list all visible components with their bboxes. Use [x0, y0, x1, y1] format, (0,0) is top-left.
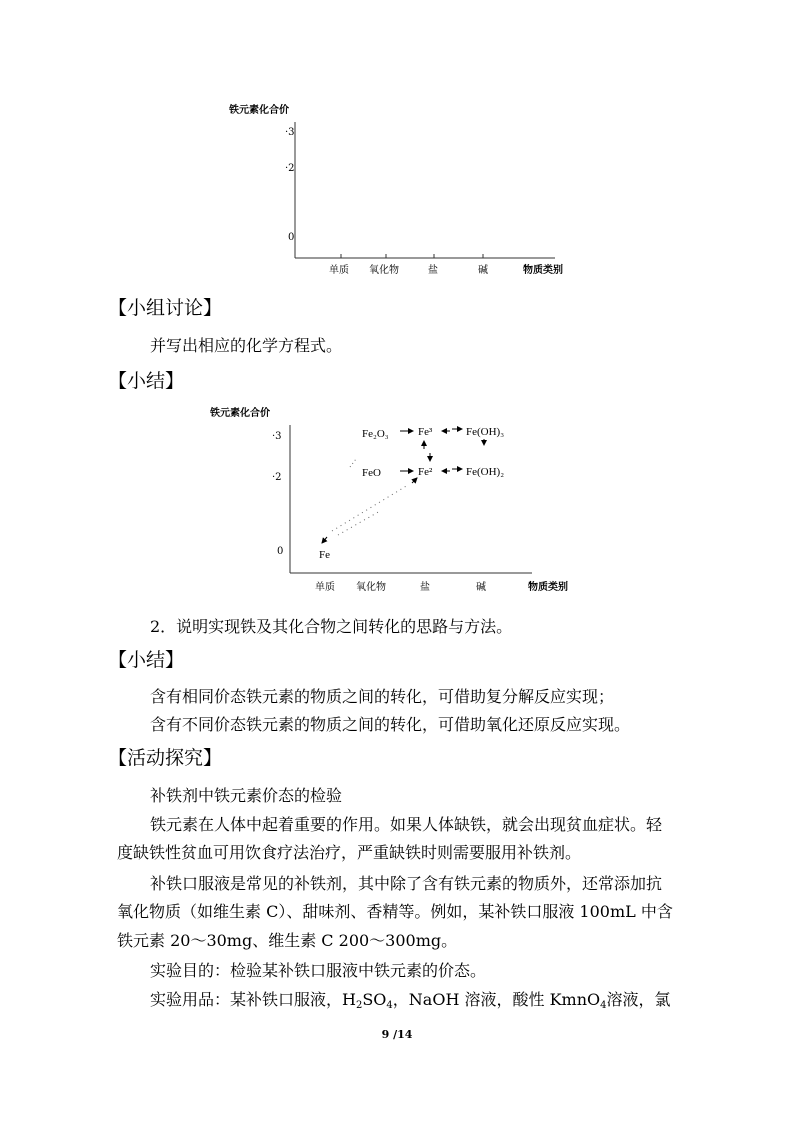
- chart1-cat-oxide: 氧化物: [369, 265, 399, 276]
- arrow-to-fe: [322, 537, 327, 543]
- heading-summary-1: 【小结】: [108, 370, 185, 392]
- para-body-2c: 铁元素 20～30mg、维生素 C 200～300mg。: [117, 931, 458, 950]
- chart2-ytick-2: ·2: [272, 472, 282, 483]
- chart1-cat-salt: 盐: [428, 265, 438, 276]
- chart1-ylabel: 铁元素化合价: [229, 105, 289, 116]
- chart2-xlabel: 物质类别: [528, 582, 568, 593]
- valence-chart-filled-svg: [210, 403, 590, 598]
- chart1-ytick-0: 0: [288, 232, 295, 243]
- chart2-ylabel: 铁元素化合价: [210, 408, 270, 419]
- chart2-cat-base: 碱: [476, 582, 486, 593]
- para-supplies: [150, 990, 671, 1010]
- supplies-part-a: 实验用品：某补铁口服液，H: [150, 990, 356, 1009]
- para-body-2b: 氧化物质（如维生素 C）、甜味剂、香精等。例如，某补铁口服液 100mL 中含: [117, 902, 673, 921]
- species-feo: FeO: [362, 467, 381, 479]
- chart2-cat-element: 单质: [315, 582, 335, 593]
- chart1-cat-base: 碱: [478, 265, 488, 276]
- heading-summary-2: 【小结】: [108, 649, 185, 671]
- para-different-valence: 含有不同价态铁元素的物质之间的转化，可借助氧化还原反应实现。: [150, 715, 631, 734]
- species-fe2o3: Fe₂O₃: [362, 428, 389, 440]
- para-body-1b: 度缺铁性贫血可用饮食疗法治疗，严重缺铁时则需要服用补铁剂。: [117, 843, 582, 862]
- species-feoh2: Fe(OH)₂: [466, 466, 505, 478]
- heading-activity: 【活动探究】: [108, 747, 223, 769]
- species-fe: Fe: [319, 549, 330, 561]
- supplies-sub-3: 4: [600, 1000, 607, 1011]
- chart2-cat-oxide: 氧化物: [356, 582, 386, 593]
- arrow-to-fe2: [412, 478, 417, 483]
- species-feoh3: Fe(OH)₃: [466, 426, 505, 438]
- dotted-feo: [350, 459, 356, 467]
- chart1-cat-element: 单质: [329, 265, 349, 276]
- para-write-equations: 并写出相应的化学方程式。: [150, 336, 343, 355]
- supplies-sub-1: 2: [355, 1000, 363, 1011]
- chart1-ytick-2: ·2: [285, 163, 295, 174]
- supplies-sub-2: 4: [386, 1000, 393, 1011]
- para-body-1a: 铁元素在人体中起着重要的作用。如果人体缺铁，就会出现贫血症状。轻: [150, 815, 663, 834]
- dotted-fe-to-fe2: [332, 485, 408, 531]
- chart1-ytick-3: ·3: [285, 127, 295, 138]
- dotted-fe-to-oxides: [338, 511, 380, 535]
- heading-group-discussion: 【小组讨论】: [108, 297, 223, 319]
- species-fe3: Fe³: [418, 426, 433, 438]
- supplies-part-b: SO: [362, 990, 387, 1009]
- supplies-part-c: ，NaOH 溶液，酸性 KmnO: [392, 990, 601, 1009]
- para-same-valence: 含有相同价态铁元素的物质之间的转化，可借助复分解反应实现；: [150, 687, 615, 706]
- chart2-ytick-3: ·3: [272, 431, 282, 442]
- para-item-2: 2．说明实现铁及其化合物之间转化的思路与方法。: [150, 617, 513, 636]
- para-activity-title: 补铁剂中铁元素价态的检验: [150, 786, 343, 805]
- page-number: 9 /14: [381, 1028, 413, 1041]
- chart2-ytick-0: 0: [277, 546, 284, 557]
- para-body-2a: 补铁口服液是常见的补铁剂，其中除了含有铁元素的物质外，还常添加抗: [150, 874, 663, 893]
- species-fe2: Fe²: [418, 466, 433, 478]
- para-purpose: 实验目的：检验某补铁口服液中铁元素的价态。: [150, 961, 487, 980]
- valence-chart-filled: [210, 403, 590, 598]
- chart2-cat-salt: 盐: [420, 582, 430, 593]
- supplies-part-d: 溶液，氯: [606, 990, 671, 1009]
- valence-chart-blank-svg: [225, 100, 585, 285]
- valence-chart-blank: [225, 100, 585, 285]
- chart1-xlabel: 物质类别: [523, 265, 563, 276]
